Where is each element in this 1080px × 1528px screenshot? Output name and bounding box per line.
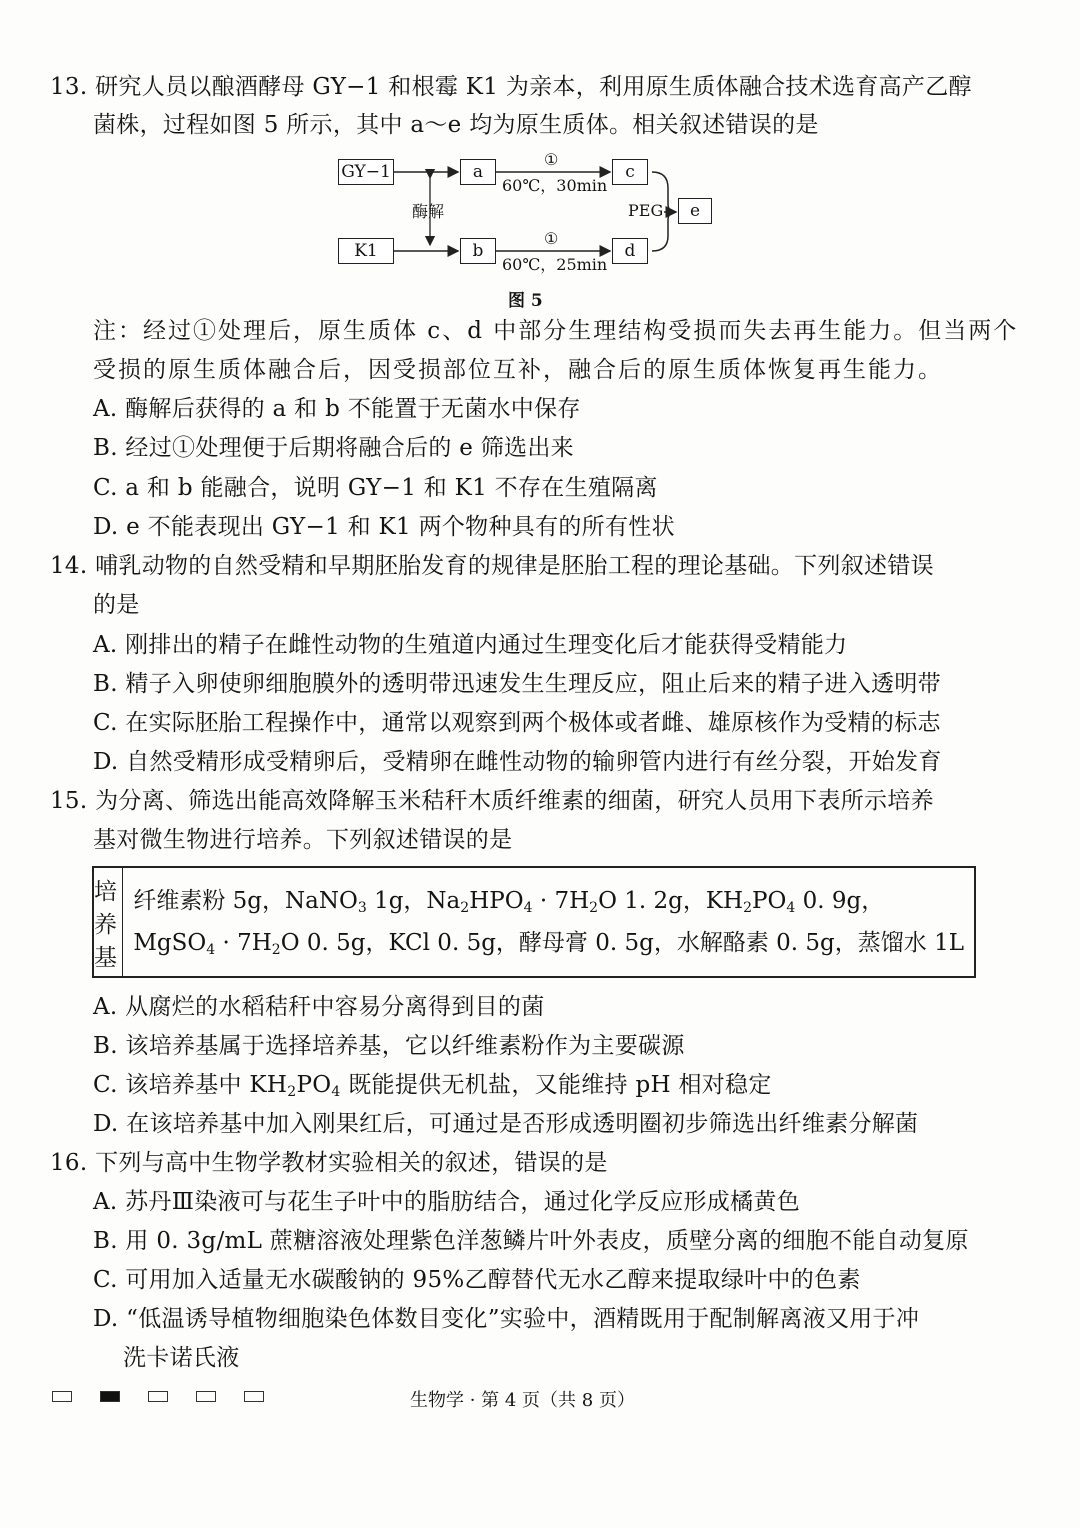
r1-t4: · 7H <box>532 888 590 914</box>
q13-stem-line1 <box>50 72 972 102</box>
q14-stem-text-1: 哺乳动物的自然受精和早期胚胎发育的规律是胚胎工程的理论基础。下列叙述错误 <box>95 553 934 579</box>
page-mark-3 <box>148 1391 168 1402</box>
q16-option-d: D. “低温诱导植物细胞染色体数目变化”实验中，酒精既用于配制解离液又用于冲 <box>93 1306 920 1332</box>
q16-option-a: A. 苏丹Ⅲ染液可与花生子叶中的脂肪结合，通过化学反应形成橘黄色 <box>93 1189 801 1215</box>
medium-table-header: 培养基 <box>94 868 123 976</box>
r1-t7: 0. 9g， <box>795 888 885 914</box>
q13-stem-line2: 菌株，过程如图 5 所示，其中 a～e 均为原生质体。相关叙述错误的是 <box>93 112 819 138</box>
figure-5-diagram <box>330 148 730 278</box>
r1-s4: 2 <box>589 900 599 916</box>
cond-bottom-label: 60℃，25min <box>502 255 608 274</box>
q13-stem-text-1: 研究人员以酿酒酵母 GY−1 和根霉 K1 为亲本，利用原生质体融合技术选育高产乙醇 <box>95 74 972 100</box>
enzyme-label: 酶解 <box>412 202 445 221</box>
q16-stem-text: 下列与高中生物学教材实验相关的叙述，错误的是 <box>95 1150 608 1176</box>
q15-option-a: A. 从腐烂的水稻秸秆中容易分离得到目的菌 <box>93 994 545 1020</box>
page-mark-5 <box>244 1391 264 1402</box>
q16-number: 16. <box>50 1150 88 1176</box>
medium-table-cell <box>123 868 974 976</box>
r1-s3: 4 <box>523 900 533 916</box>
step-top-label: ① <box>544 150 559 169</box>
r2-t2: · 7H <box>215 930 272 956</box>
page-footer: 生物学 · 第 4 页（共 8 页） <box>410 1390 635 1411</box>
q13-note-line1: 注：经过①处理后，原生质体 c、d 中部分生理结构受损而失去再生能力。但当两个 <box>93 318 1019 344</box>
q15c-t3: 既能提供无机盐，又能维持 pH 相对稳定 <box>340 1072 772 1098</box>
q15-option-c <box>93 1070 772 1100</box>
q15-stem-line2: 基对微生物进行培养。下列叙述错误的是 <box>93 827 513 853</box>
q15c-t1: C. 该培养基中 KH <box>93 1072 288 1098</box>
q15-number: 15. <box>50 788 88 814</box>
page-mark-2 <box>100 1391 120 1402</box>
r1-s5: 2 <box>743 900 753 916</box>
gy1-box: GY−1 <box>338 159 394 185</box>
q13-option-c: C. a 和 b 能融合，说明 GY−1 和 K1 不存在生殖隔离 <box>93 475 658 501</box>
q15-option-b: B. 该培养基属于选择培养基，它以纤维素粉作为主要碳源 <box>93 1033 685 1059</box>
r2-t3: O 0. 5g，KCl 0. 5g，酵母膏 0. 5g，水解酪素 0. 5g，蒸馏水 1L <box>280 930 964 956</box>
protoplast-a-box: a <box>460 159 496 185</box>
r1-t2: 1g，Na <box>366 888 461 914</box>
r2-s1: 4 <box>206 942 216 958</box>
q16-option-d-cont: 洗卡诺氏液 <box>123 1345 240 1371</box>
figure-5-caption: 图 5 <box>508 291 543 311</box>
protoplast-e-box: e <box>678 198 712 224</box>
medium-table <box>92 866 976 978</box>
medium-row-1 <box>133 880 964 922</box>
r1-t1: 纤维素粉 5g，NaNO <box>133 888 358 914</box>
q15-option-d: D. 在该培养基中加入刚果红后，可通过是否形成透明圈初步筛选出纤维素分解菌 <box>93 1111 919 1137</box>
q15c-t2: PO <box>296 1072 332 1098</box>
r1-s6: 4 <box>786 900 796 916</box>
protoplast-c-box: c <box>612 159 648 185</box>
q14-option-c: C. 在实际胚胎工程操作中，通常以观察到两个极体或者雌、雄原核作为受精的标志 <box>93 710 941 736</box>
q16-stem <box>50 1148 608 1178</box>
r1-t3: HPO <box>469 888 524 914</box>
q14-stem-line1 <box>50 551 934 581</box>
page-mark-4 <box>196 1391 216 1402</box>
q14-option-d: D. 自然受精形成受精卵后，受精卵在雌性动物的输卵管内进行有丝分裂，开始发育 <box>93 749 942 775</box>
q15c-s1: 2 <box>287 1084 297 1100</box>
peg-label: PEG <box>628 201 664 220</box>
q13-option-b: B. 经过①处理便于后期将融合后的 e 筛选出来 <box>93 435 574 461</box>
r1-s2: 2 <box>460 900 470 916</box>
q15c-s2: 4 <box>331 1084 341 1100</box>
q13-option-a: A. 酶解后获得的 a 和 b 不能置于无菌水中保存 <box>93 396 581 422</box>
q14-option-b: B. 精子入卵使卵细胞膜外的透明带迅速发生生理反应，阻止后来的精子进入透明带 <box>93 671 941 697</box>
q16-option-c: C. 可用加入适量无水碳酸钠的 95%乙醇替代无水乙醇来提取绿叶中的色素 <box>93 1267 861 1293</box>
protoplast-b-box: b <box>460 238 496 264</box>
q14-number: 14. <box>50 553 88 579</box>
q16-option-b: B. 用 0. 3g/mL 蔗糖溶液处理紫色洋葱鳞片叶外表皮，质壁分离的细胞不能自动复原 <box>93 1228 969 1254</box>
medium-row-2 <box>133 922 964 964</box>
q15-stem-text-1: 为分离、筛选出能高效降解玉米秸秆木质纤维素的细菌，研究人员用下表所示培养 <box>95 788 934 814</box>
q13-option-d: D. e 不能表现出 GY−1 和 K1 两个物种具有的所有性状 <box>93 514 675 540</box>
q14-option-a: A. 刚排出的精子在雌性动物的生殖道内通过生理变化后才能获得受精能力 <box>93 632 848 658</box>
step-bottom-label: ① <box>544 229 559 248</box>
r1-t6: PO <box>752 888 787 914</box>
cond-top-label: 60℃，30min <box>502 176 608 195</box>
r2-s2: 2 <box>271 942 281 958</box>
r1-t5: O 1. 2g，KH <box>598 888 744 914</box>
r2-t1: MgSO <box>133 930 207 956</box>
q15-stem-line1 <box>50 786 934 816</box>
q13-number: 13. <box>50 74 88 100</box>
q14-stem-line2: 的是 <box>93 592 140 618</box>
r1-s1: 3 <box>357 900 367 916</box>
protoplast-d-box: d <box>612 238 648 264</box>
k1-box: K1 <box>338 238 394 264</box>
q13-note-line2: 受损的原生质体融合后，因受损部位互补，融合后的原生质体恢复再生能力。 <box>93 357 943 383</box>
page-mark-1 <box>52 1391 72 1402</box>
